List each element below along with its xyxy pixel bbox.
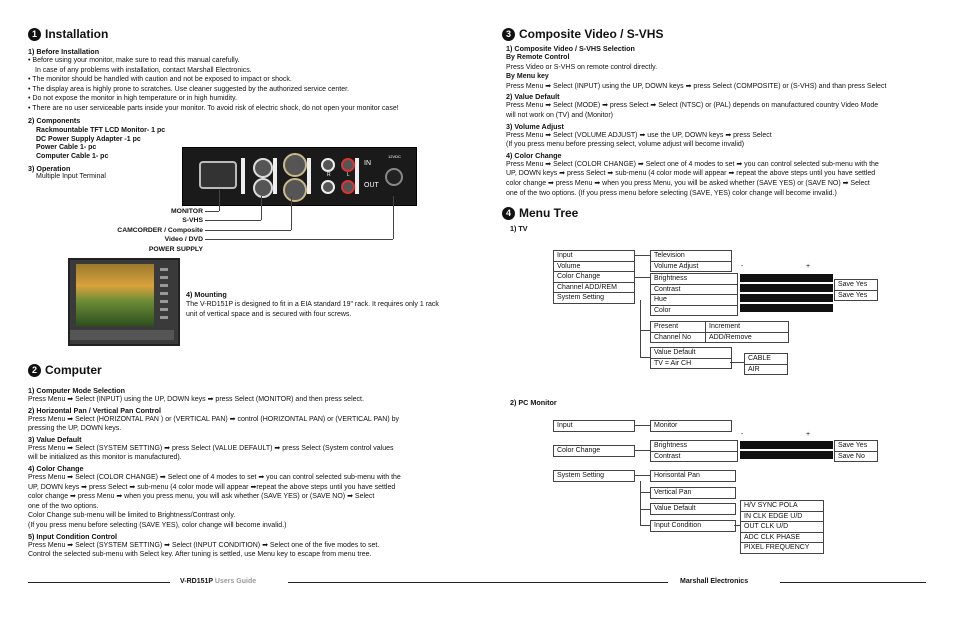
component-item: Rackmountable TFT LCD Monitor- 1 pc	[36, 127, 166, 134]
label-strip	[355, 158, 359, 194]
footer-model-info	[180, 578, 256, 585]
menu-node: CABLE	[748, 355, 771, 362]
menu-node: Horisontal Pan	[654, 472, 700, 479]
menu-node: Brightness	[654, 442, 688, 449]
menu-node: H/V SYNC POLA	[744, 502, 798, 509]
instruction-line: will be initialized as this monitor is manufactured).	[28, 454, 182, 462]
instruction-title: 4) Color Change	[28, 463, 84, 473]
pc-color-menu	[553, 445, 635, 457]
section-title: Installation	[45, 27, 109, 41]
svideo-in-terminal-icon	[253, 158, 273, 178]
instruction-line: will not work on (TV) and (Monitor)	[506, 111, 613, 119]
computer-instructions	[28, 385, 458, 560]
tv-main-menu	[553, 250, 635, 304]
callout-label: S-VHS	[182, 217, 203, 225]
mounting-text: The V-RD151P is designed to fit in a EIA standard 19" rack. It requires only 1 rack unit of vertical space and is secured with four screws.	[186, 301, 439, 318]
menu-node: Input Condition	[654, 522, 702, 529]
composite-instructions	[506, 43, 936, 198]
text-line: • The display area is highly prone to scratches. Use cleaner suggested by the authorized service center.	[28, 85, 349, 93]
callout-label: CAMCORDER / Composite Video / DVD	[117, 226, 203, 244]
text-line: • There are no user serviceable parts inside your monitor. To avoid risk of electric shock, do not open your monitor case!	[28, 104, 399, 112]
text-line: In case of any problems with installation, contact Marshall Electronics.	[35, 66, 252, 74]
instruction-subheading: By Menu key	[506, 73, 549, 81]
audio-out-l-jack-icon	[321, 180, 335, 194]
instruction-line: color change ➡ press Menu ➡ when you press menu, you will ask whether (SAVE YES) or (SAVE NO) ➡ Select	[28, 493, 375, 501]
instruction-line: Press Menu ➡ Select (SYSTEM SETTING) ➡ Select (INPUT CONDITION) ➡ Select one of the five modes to set.	[28, 541, 380, 549]
instruction-line: (If you press menu before pressing select, volume adjust will become invalid)	[506, 141, 745, 149]
pc-input-menu	[553, 420, 635, 432]
instruction-line: pressing the UP, DOWN keys.	[28, 425, 122, 433]
pc-value-default	[650, 503, 736, 515]
instruction-line: color change ➡ press Menu ➡ when you press Menu, you will be asked whether (SAVE YES) or (SAVE NO) ➡ Select	[506, 179, 870, 187]
tv-channel-submenu	[650, 321, 706, 343]
monitor-image	[68, 258, 180, 346]
menu-node: Brightness	[654, 275, 688, 282]
footer-brand: Marshall Electronics	[680, 578, 749, 585]
instruction-line: one of the two options. (If you press menu before selecting (SAVE, YES) color change will become invalid.)	[506, 189, 837, 197]
rear-panel-image	[182, 147, 417, 206]
audio-in-l-jack-icon	[321, 158, 335, 172]
brightness-bar	[740, 274, 833, 282]
menu-node: Color	[651, 305, 737, 316]
instruction-title: 2) Horizontal Pan / Vertical Pan Control	[28, 405, 161, 415]
pc-system-menu	[553, 470, 635, 482]
pc-horizontal-pan	[650, 470, 736, 482]
instruction-line: (If you press menu before selecting (SAVE YES), color change will become invalid.)	[28, 521, 287, 529]
footer-rule-middle	[288, 582, 668, 583]
label-strip	[307, 158, 311, 194]
menu-node: Vertical Pan	[654, 489, 692, 496]
section-title: Composite Video / S-VHS	[519, 27, 664, 41]
instruction-line: Press Menu ➡ Select (COLOR CHANGE) ➡ Select one of 4 modes to set ➡ you can control selected sub-menu with the	[506, 160, 879, 168]
text-line: • Do not expose the monitor in high temperature or in high humidity.	[28, 95, 237, 103]
instruction-line: Press Menu ➡ Select (INPUT) using the UP, DOWN keys ➡ press Select (MONITOR) and then press select.	[28, 396, 364, 403]
instruction-title: 2) Value Default	[506, 92, 560, 102]
section-number-badge: 1	[28, 28, 41, 41]
menu-node: Color Change	[554, 271, 634, 282]
menu-node: Present	[654, 323, 679, 330]
pc-input-condition-options	[740, 500, 824, 554]
components-list	[36, 127, 165, 161]
component-item: Power Cable 1- pc	[36, 144, 97, 151]
instruction-line: UP, DOWN keys ➡ press Select ➡ sub-menu (4 color mode will appear ➡ repeat the above steps until you have settled	[506, 170, 876, 178]
instruction-line: Press Menu ➡ Select (MODE) ➡ press Select ➡ Select (NTSC) or (PAL) depends on manufactured country Video Mode	[506, 102, 879, 110]
rear-panel-callouts	[100, 207, 203, 254]
panel-label-r: R	[327, 172, 331, 178]
operation-text: Multiple Input Terminal	[36, 173, 106, 180]
section-number-badge: 3	[502, 28, 515, 41]
text-line: • Before using your monitor, make sure to read this manual carefully.	[28, 57, 240, 64]
pc-color-submenu	[650, 440, 738, 462]
menu-node: Value Default	[654, 349, 696, 356]
menu-node: Volume Adjust	[651, 261, 731, 272]
panel-label-out: OUT	[364, 182, 379, 189]
menu-node: OUT CLK U/D	[741, 521, 823, 532]
color-bar	[740, 304, 833, 312]
tv-system-options	[744, 353, 788, 375]
svideo-out-terminal-icon	[253, 178, 273, 198]
instruction-line: Press Menu ➡ Select (COLOR CHANGE) ➡ Select one of 4 modes to set ➡ you can control selected sub-menu with the	[28, 473, 401, 481]
menu-node: Save Yes	[838, 281, 868, 288]
section-computer-heading	[28, 363, 102, 377]
menu-node: Color Change	[557, 447, 601, 454]
menu-node: Input	[557, 252, 573, 259]
instruction-line: one of the two options.	[28, 502, 99, 510]
before-installation-text	[28, 56, 468, 114]
instruction-line: Press Menu ➡ Select (INPUT) using the UP, DOWN keys ➡ press Select (COMPOSITE) or (S-VHS) and than press Select	[506, 82, 887, 90]
section-installation-heading	[28, 27, 108, 41]
menu-node: Save Yes	[838, 442, 868, 449]
section-title: Computer	[45, 363, 102, 377]
plus-label: +	[806, 263, 811, 270]
footer-model: V-RD151P	[180, 578, 213, 585]
callout-label: POWER SUPPLY	[148, 245, 203, 253]
menu-node: Hue	[651, 294, 737, 305]
rack-base-image	[70, 330, 174, 340]
pc-brightness-bar	[740, 441, 833, 449]
menu-node: AIR	[745, 364, 787, 375]
menu-node: Save No	[835, 451, 877, 462]
plus-label: +	[806, 431, 811, 438]
menu-node: Channel No	[651, 332, 705, 343]
tv-channel-options	[705, 321, 789, 343]
pc-contrast-bar	[740, 451, 833, 459]
text-line: • The monitor should be handled with caution and not be exposed to impact or shock.	[28, 76, 292, 84]
panel-label-in: IN	[364, 160, 371, 167]
instruction-title: 3) Volume Adjust	[506, 121, 564, 131]
instruction-line: UP, DOWN keys ➡ press Select ➡ sub-menu (4 color mode will appear ➡repeat the above steps until you have settled	[28, 483, 396, 491]
instruction-subheading: By Remote Control	[506, 54, 570, 61]
mounting-title: 4) Mounting	[186, 290, 227, 299]
instruction-title: 5) Input Condition Control	[28, 531, 118, 541]
menu-node: Value Default	[654, 505, 696, 512]
instruction-line: Press Menu ➡ Select (VOLUME ADJUST) ➡ use the UP, DOWN keys ➡ press Select	[506, 131, 772, 139]
panel-label-l: L	[347, 172, 350, 178]
instruction-line: Press Video or S-VHS on remote control directly.	[506, 63, 658, 71]
menu-node: Channel ADD/REM	[554, 282, 634, 293]
instruction-title: 4) Color Change	[506, 150, 562, 160]
panel-label-dc: 12VDC	[388, 154, 401, 159]
menu-node: ADD/Remove	[706, 332, 788, 343]
instruction-line: Control the selected sub-menu with Select key. After tuning is settled, use Menu key to escape from menu tree.	[28, 551, 372, 559]
components-title: 2) Components	[28, 116, 81, 125]
section-menu-tree-heading	[502, 206, 578, 220]
menu-node: Contrast	[651, 284, 737, 295]
before-installation-title: 1) Before Installation	[28, 47, 100, 56]
callout-label: MONITOR	[171, 208, 203, 215]
video-out-terminal-icon	[283, 178, 307, 202]
label-strip	[241, 158, 245, 194]
tv-system-submenu	[650, 347, 732, 369]
menu-node: IN CLK EDGE U/D	[741, 511, 823, 522]
instruction-line: Press Menu ➡ Select (HORIZONTAL PAN ) or (VERTICAL PAN) ➡ control (HORIZONTAL PAN) or (VERTICAL PAN) by	[28, 415, 400, 423]
pc-vertical-pan	[650, 487, 736, 499]
menu-node: ADC CLK PHASE	[741, 532, 823, 543]
component-item: DC Power Supply Adapter -1 pc	[36, 135, 141, 143]
menu-node: Input	[557, 422, 573, 429]
audio-out-r-jack-icon	[341, 180, 355, 194]
audio-in-r-jack-icon	[341, 158, 355, 172]
front-buttons-icon	[160, 268, 168, 324]
menu-node: Television	[654, 252, 685, 259]
label-strip	[273, 158, 277, 194]
instruction-title: 1) Composite Video / S-VHS Selection	[506, 44, 635, 53]
section-number-badge: 2	[28, 364, 41, 377]
menu-node: PIXEL FREQUENCY	[741, 542, 823, 553]
tv-color-submenu	[650, 273, 738, 316]
monitor-screen-image	[76, 264, 154, 326]
menu-node: Volume	[554, 261, 634, 272]
instruction-title: 1) Computer Mode Selection	[28, 386, 126, 395]
menu-node: Monitor	[654, 422, 678, 429]
operation-title: 3) Operation	[28, 164, 71, 173]
section-number-badge: 4	[502, 207, 515, 220]
pc-tree-title: 2) PC Monitor	[510, 398, 557, 407]
pc-input-condition	[650, 520, 736, 532]
menu-node: Save Yes	[835, 290, 877, 301]
pc-save-options	[834, 440, 878, 462]
section-composite-heading	[502, 27, 663, 41]
menu-node: TV = Air CH	[651, 358, 731, 369]
hue-bar	[740, 294, 833, 302]
instruction-line: Press Menu ➡ Select (SYSTEM SETTING) ➡ press Select (VALUE DEFAULT) ➡ press Select (System control values	[28, 444, 394, 452]
footer-guide: Users Guide	[214, 578, 257, 585]
footer-rule-left	[28, 582, 170, 583]
minus-label: -	[741, 431, 744, 438]
tv-tree-title: 1) TV	[510, 224, 528, 233]
menu-node: System Setting	[557, 472, 605, 479]
minus-label: -	[741, 263, 744, 270]
footer-rule-right	[780, 582, 926, 583]
instruction-title: 3) Value Default	[28, 434, 82, 444]
component-item: Computer Cable 1- pc	[36, 152, 109, 160]
menu-node: Increment	[709, 323, 741, 330]
pc-monitor-submenu	[650, 420, 732, 432]
section-title: Menu Tree	[519, 206, 579, 220]
dc-power-jack-icon	[385, 168, 403, 186]
tv-save-options	[834, 279, 878, 301]
instruction-line: Color Change sub-menu will be limited to Brightness/Contrast only.	[28, 512, 236, 520]
tv-input-submenu	[650, 250, 732, 272]
video-in-terminal-icon	[283, 153, 307, 177]
vga-connector-icon	[199, 161, 237, 189]
menu-node: Contrast	[651, 451, 737, 462]
menu-node: System Setting	[554, 292, 634, 303]
